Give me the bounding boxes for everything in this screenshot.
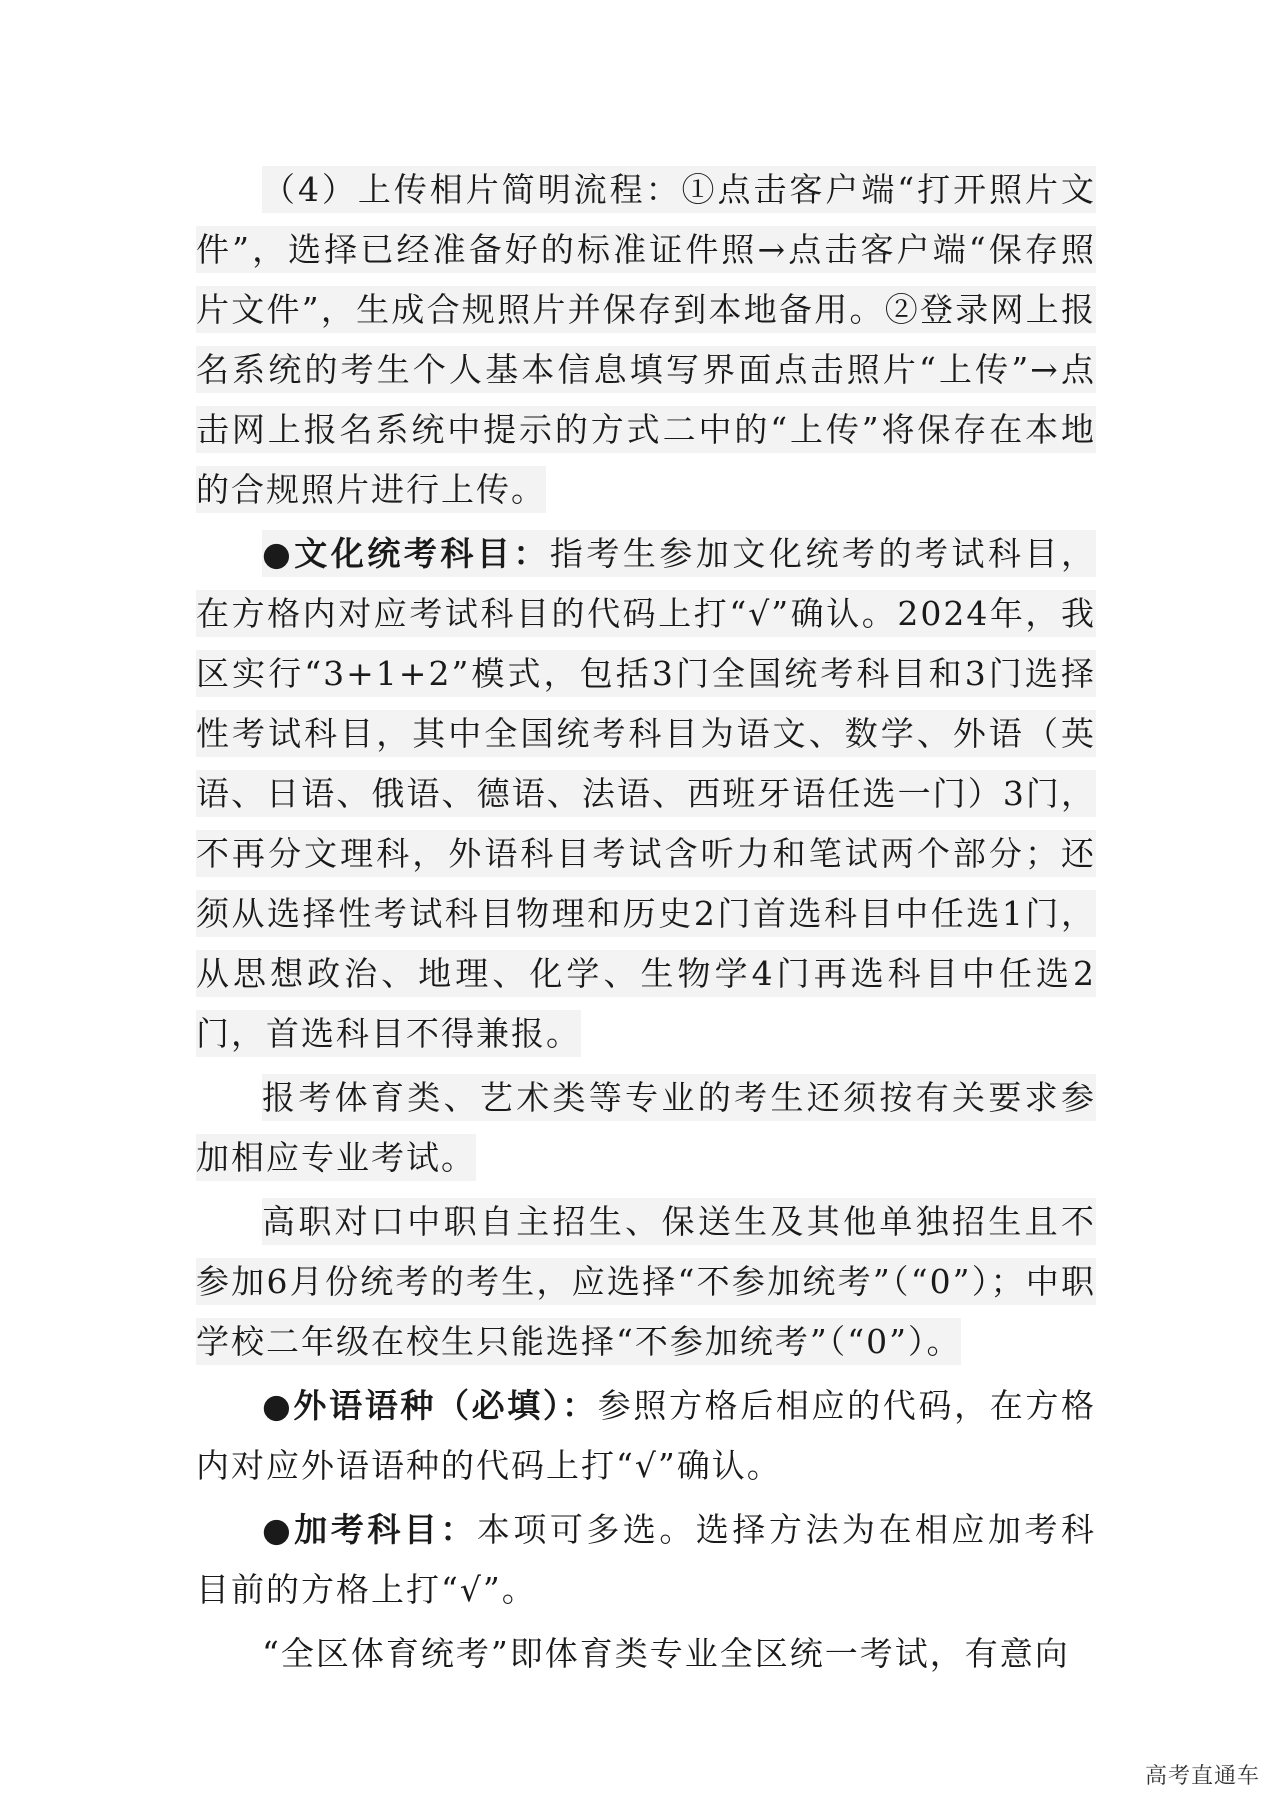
paragraph-culture-subjects <box>196 524 1096 1064</box>
extra-subjects-heading: ●加考科目： <box>262 1510 477 1549</box>
photo-upload-text: （4）上传相片简明流程：①点击客户端“打开照片文件”，选择已经准备好的标准证件照→点击客户端“保存照片文件”，生成合规照片并保存到本地备用。②登录网上报名系统的考生个人基本信息填写界面点击照片“上传”→点击网上报名系统中提示的方式二中的“上传”将保存在本地的合规照片进行上传。 <box>196 166 1096 513</box>
sports-art-text: 报考体育类、艺术类等专业的考生还须按有关要求参加相应专业考试。 <box>196 1074 1096 1181</box>
culture-subjects-heading: ●文化统考科目： <box>262 534 550 573</box>
document-body <box>196 160 1096 1688</box>
paragraph-foreign-language <box>196 1376 1096 1496</box>
watermark-text: 高考直通车 <box>1144 1764 1260 1789</box>
paragraph-extra-subjects <box>196 1500 1096 1620</box>
paragraph-photo-upload <box>196 160 1096 520</box>
foreign-language-heading: ●外语语种（必填）： <box>262 1386 598 1425</box>
sports-exam-text: “全区体育统考”即体育类专业全区统一考试，有意向 <box>262 1634 1070 1673</box>
paragraph-sports-exam <box>196 1624 1096 1684</box>
vocational-text: 高职对口中职自主招生、保送生及其他单独招生且不参加6月份统考的考生，应选择“不参加统考”（“0”）；中职学校二年级在校生只能选择“不参加统考”（“0”）。 <box>196 1198 1096 1365</box>
paragraph-vocational <box>196 1192 1096 1372</box>
foreign-language-text: 参照方格后相应的代码，在方格内对应外语语种的代码上打“√”确认。 <box>196 1386 1096 1485</box>
paragraph-sports-art <box>196 1068 1096 1188</box>
culture-subjects-text: 指考生参加文化统考的考试科目，在方格内对应考试科目的代码上打“√”确认。2024年，我区实行“3+1+2”模式，包括3门全国统考科目和3门选择性考试科目，其中全国统考科目为语文、数学、外语（英语、日语、俄语、德语、法语、西班牙语任选一门）3门，不再分文理科，外语科目考试含听力和笔试两个部分；还须从选择性考试科目物理和历史2门首选科目中任选1门，从思想政治、地理、化学、生物学4门再选科目中任选2门，首选科目不得兼报。 <box>196 534 1097 1053</box>
extra-subjects-text: 本项可多选。选择方法为在相应加考科目前的方格上打“√”。 <box>196 1510 1097 1609</box>
